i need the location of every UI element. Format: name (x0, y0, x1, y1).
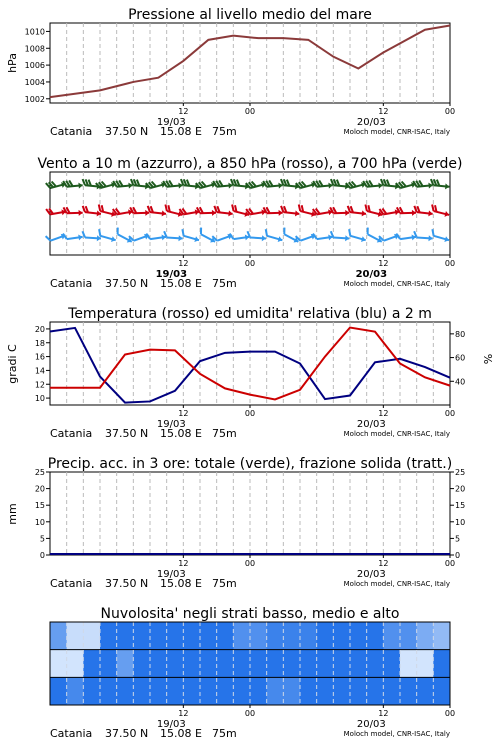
y-tick-label: 1002 (24, 94, 45, 104)
wind-barb-700 (82, 179, 102, 190)
wind-barb-10m (63, 231, 83, 243)
x-hour-label: 12 (378, 559, 389, 568)
cloud-cell (333, 677, 350, 705)
model-credit: Moloch model, CNR-ISAC, Italy (343, 580, 450, 588)
location-name: Catania (50, 277, 93, 290)
location-altitude: 75m (212, 727, 237, 740)
barb-head (262, 235, 266, 241)
x-date-label: 20/03 (356, 569, 386, 580)
y-tick-label-right: 40 (455, 377, 466, 387)
x-hour-label: 00 (444, 409, 456, 418)
barb-head (428, 235, 432, 241)
x-hour-label: 12 (378, 409, 389, 418)
y-tick-label-right: 60 (455, 353, 466, 363)
cloud-cell (150, 650, 167, 678)
cloud-cell (250, 650, 267, 678)
x-hour-label: 00 (244, 559, 256, 568)
barb-head (78, 182, 83, 188)
barb-feather (198, 228, 203, 235)
cloud-cell (300, 650, 317, 678)
x-hour-label: 12 (378, 107, 389, 116)
y-tick-label: 15 (34, 501, 45, 511)
cloud-cell (67, 650, 84, 678)
cloud-cell (250, 677, 267, 705)
wind-barb-700 (246, 178, 267, 192)
barb-feather (347, 229, 352, 236)
barb-head (162, 210, 167, 216)
cloud-cell (333, 622, 350, 650)
barb-feather (181, 229, 186, 236)
y-tick-label-right: 80 (455, 329, 466, 339)
location-name: Catania (50, 577, 93, 590)
y-tick-label-right: 20 (455, 484, 466, 494)
x-hour-label: 12 (178, 259, 189, 268)
precipitation-panel (6, 456, 465, 590)
cloud-cell (183, 677, 200, 705)
location-lat: 37.50 N (105, 125, 149, 138)
cloud-cell (350, 622, 367, 650)
y-tick-label-right: 25 (455, 468, 466, 477)
location-altitude: 75m (212, 277, 237, 290)
y-tick-label: 12 (34, 380, 45, 390)
cloud-cell (350, 677, 367, 705)
barb-feather (115, 228, 120, 235)
cloud-cell (383, 622, 400, 650)
wind-barb-700 (263, 179, 283, 190)
barb-feather (97, 229, 102, 236)
cloud-cell (300, 677, 317, 705)
wind-barb-10m (230, 231, 250, 243)
wind-barb-10m (46, 230, 67, 245)
y-tick-label-right: 10 (455, 517, 466, 527)
cloud-cell (117, 677, 134, 705)
wind-barb-700 (363, 179, 383, 190)
y-tick-label-right: 0 (455, 551, 461, 560)
cloud-cell (200, 622, 217, 650)
cloud-cell (217, 677, 234, 705)
x-hour-label: 12 (178, 107, 189, 116)
precip-ylabel: mm (6, 503, 19, 525)
wind-barb-10m (247, 231, 267, 241)
x-hour-label: 12 (178, 709, 189, 718)
cloud-cell (300, 622, 317, 650)
x-date-label: 19/03 (155, 269, 188, 280)
cloud-cell (333, 650, 350, 678)
cloud-title: Nuvolosita' negli strati basso, medio e alto (100, 606, 400, 622)
cloud-cell (383, 677, 400, 705)
x-hour-label: 00 (444, 709, 456, 718)
barb-head (428, 210, 433, 216)
y-tick-label: 0 (39, 551, 45, 560)
barb-head (345, 235, 349, 241)
cloud-cell (233, 650, 250, 678)
cloud-cell (133, 677, 150, 705)
wind-barb-10m (296, 230, 317, 245)
wind-barb-10m (129, 230, 150, 245)
x-hour-label: 00 (244, 259, 256, 268)
cloud-cell (267, 622, 284, 650)
cloud-cell (233, 677, 250, 705)
pressure-frame (50, 23, 450, 103)
location-lat: 37.50 N (105, 427, 149, 440)
wind-barb-10m (146, 231, 166, 243)
cloud-cell (367, 650, 384, 678)
temp-ylabel: gradi C (6, 344, 19, 384)
cloud-cell (433, 622, 450, 650)
barb-head (228, 210, 233, 216)
cloud-cell (383, 650, 400, 678)
cloud-cover-panel (50, 606, 455, 740)
x-hour-label: 12 (178, 559, 189, 568)
temp-title: Temperatura (rosso) ed umidita' relativa (blu) a 2 m (68, 306, 432, 322)
x-date-label: 20/03 (356, 719, 386, 730)
cloud-cell (317, 677, 334, 705)
cloud-cell (317, 650, 334, 678)
barb-feather (431, 229, 436, 236)
cloud-cell (267, 650, 284, 678)
barb-feather (365, 228, 370, 235)
cloud-cell (67, 677, 84, 705)
cloud-cell (183, 622, 200, 650)
precip-title: Precip. acc. in 3 ore: totale (verde), frazione solida (tratt.) (47, 456, 453, 472)
y-tick-label: 10 (34, 394, 45, 404)
location-lon: 15.08 E (160, 427, 202, 440)
wind-barb-700 (163, 179, 183, 190)
cloud-cell (233, 622, 250, 650)
y-tick-label: 20 (34, 484, 45, 494)
cloud-cell (350, 650, 367, 678)
cloud-cell (133, 650, 150, 678)
cloud-cell (217, 622, 234, 650)
x-date-label: 20/03 (356, 117, 386, 128)
cloud-cell (400, 677, 417, 705)
location-name: Catania (50, 125, 93, 138)
x-date-label: 19/03 (156, 569, 186, 580)
wind-barb-700 (396, 178, 417, 192)
pressure-panel (6, 7, 455, 138)
cloud-cell (67, 622, 84, 650)
cloud-cell (100, 622, 117, 650)
cloud-cell (433, 650, 450, 678)
x-hour-label: 00 (244, 409, 256, 418)
cloud-cell (83, 622, 100, 650)
y-tick-label: 20 (34, 324, 45, 334)
cloud-cell (400, 622, 417, 650)
cloud-cell (50, 650, 67, 678)
wind-barb-700 (346, 178, 367, 192)
wind-title: Vento a 10 m (azzurro), a 850 hPa (rosso), a 700 hPa (verde) (37, 156, 463, 172)
location-name: Catania (50, 727, 93, 740)
location-lon: 15.08 E (160, 577, 202, 590)
wind-barb-10m (212, 230, 233, 245)
cloud-cell (283, 622, 300, 650)
location-lat: 37.50 N (105, 277, 149, 290)
cloud-cell (417, 650, 434, 678)
location-lon: 15.08 E (160, 727, 202, 740)
x-date-label: 19/03 (156, 719, 186, 730)
wind-barb-10m (330, 231, 350, 241)
cloud-cell (267, 677, 284, 705)
humidity-ylabel: % (482, 353, 495, 365)
x-hour-label: 00 (444, 107, 456, 116)
cloud-cell (317, 622, 334, 650)
cloud-cell (167, 650, 184, 678)
model-credit: Moloch model, CNR-ISAC, Italy (343, 280, 450, 288)
y-tick-label: 18 (34, 338, 45, 348)
location-altitude: 75m (212, 125, 237, 138)
cloud-cell (167, 622, 184, 650)
location-name: Catania (50, 427, 93, 440)
wind-barb-700 (213, 179, 233, 190)
x-hour-label: 00 (444, 259, 456, 268)
cloud-cell (283, 677, 300, 705)
barb-head (445, 183, 450, 189)
location-lat: 37.50 N (105, 727, 149, 740)
cloud-cell (250, 622, 267, 650)
barb-feather (264, 229, 269, 236)
cloud-cell (283, 650, 300, 678)
barb-head (178, 235, 182, 241)
y-tick-label: 1006 (24, 61, 45, 71)
cloud-cell (150, 677, 167, 705)
cloud-cell (100, 650, 117, 678)
location-lat: 37.50 N (105, 577, 149, 590)
cloud-cell (167, 677, 184, 705)
cloud-cell (117, 622, 134, 650)
barb-head (295, 210, 300, 216)
model-credit: Moloch model, CNR-ISAC, Italy (343, 430, 450, 438)
model-credit: Moloch model, CNR-ISAC, Italy (343, 730, 450, 738)
y-tick-label: 25 (34, 468, 45, 477)
pressure-title: Pressione al livello medio del mare (128, 7, 372, 23)
barb-feather (82, 231, 85, 237)
wind-barb-10m (396, 231, 416, 243)
cloud-cell (133, 622, 150, 650)
cloud-cell (200, 650, 217, 678)
y-tick-label: 1008 (24, 44, 45, 54)
x-hour-label: 12 (378, 259, 389, 268)
x-hour-label: 12 (378, 709, 389, 718)
y-tick-label-right: 5 (455, 534, 461, 544)
cloud-cell (83, 650, 100, 678)
x-hour-label: 00 (244, 709, 256, 718)
x-hour-label: 12 (178, 409, 189, 418)
y-tick-label: 1010 (24, 27, 45, 37)
x-date-label: 19/03 (156, 419, 186, 430)
x-date-label: 19/03 (156, 117, 186, 128)
wind-barb-700 (196, 178, 217, 192)
cloud-cell (433, 677, 450, 705)
wind-barb-700 (296, 178, 317, 192)
cloud-cell (117, 650, 134, 678)
y-tick-label: 5 (39, 534, 45, 544)
cloud-cell (50, 677, 67, 705)
cloud-cell (367, 622, 384, 650)
cloud-cell (50, 622, 67, 650)
wind-barb-10m (163, 231, 183, 241)
wind-barb-700 (46, 178, 67, 192)
x-hour-label: 00 (244, 107, 256, 116)
model-credit: Moloch model, CNR-ISAC, Italy (343, 128, 450, 136)
cloud-cell (400, 650, 417, 678)
location-altitude: 75m (212, 427, 237, 440)
cloud-cell (100, 677, 117, 705)
cloud-cell (367, 677, 384, 705)
cloud-cell (150, 622, 167, 650)
wind-barb-10m (313, 231, 333, 243)
barb-head (362, 210, 367, 216)
cloud-cell (217, 650, 234, 678)
y-tick-label: 1004 (24, 77, 45, 87)
barb-head (78, 234, 83, 240)
wind-barb-700 (63, 179, 83, 190)
cloud-cell (83, 677, 100, 705)
cloud-cell (417, 622, 434, 650)
wind-barb-700 (146, 178, 167, 192)
barb-head (79, 210, 83, 216)
y-tick-label: 16 (34, 352, 45, 362)
wind-barb-700 (413, 179, 433, 190)
wind-barb-10m (379, 230, 400, 245)
x-hour-label: 00 (444, 559, 456, 568)
y-tick-label: 14 (34, 366, 45, 376)
wind-barb-10m (413, 231, 433, 241)
barb-feather (282, 228, 287, 235)
location-altitude: 75m (212, 577, 237, 590)
location-lon: 15.08 E (160, 125, 202, 138)
x-date-label: 20/03 (355, 269, 388, 280)
pressure-ylabel: hPa (6, 53, 19, 73)
wind-panel (37, 156, 462, 290)
cloud-cell (417, 677, 434, 705)
y-tick-label-right: 15 (455, 501, 466, 511)
wind-barb-700 (313, 179, 333, 190)
cloud-cell (200, 677, 217, 705)
wind-barb-700 (113, 179, 133, 190)
x-date-label: 20/03 (356, 419, 386, 430)
temperature-humidity-panel (6, 306, 495, 440)
location-lon: 15.08 E (160, 277, 202, 290)
cloud-cell (183, 650, 200, 678)
y-tick-label: 10 (34, 517, 45, 527)
wind-barb-10m (82, 231, 102, 241)
